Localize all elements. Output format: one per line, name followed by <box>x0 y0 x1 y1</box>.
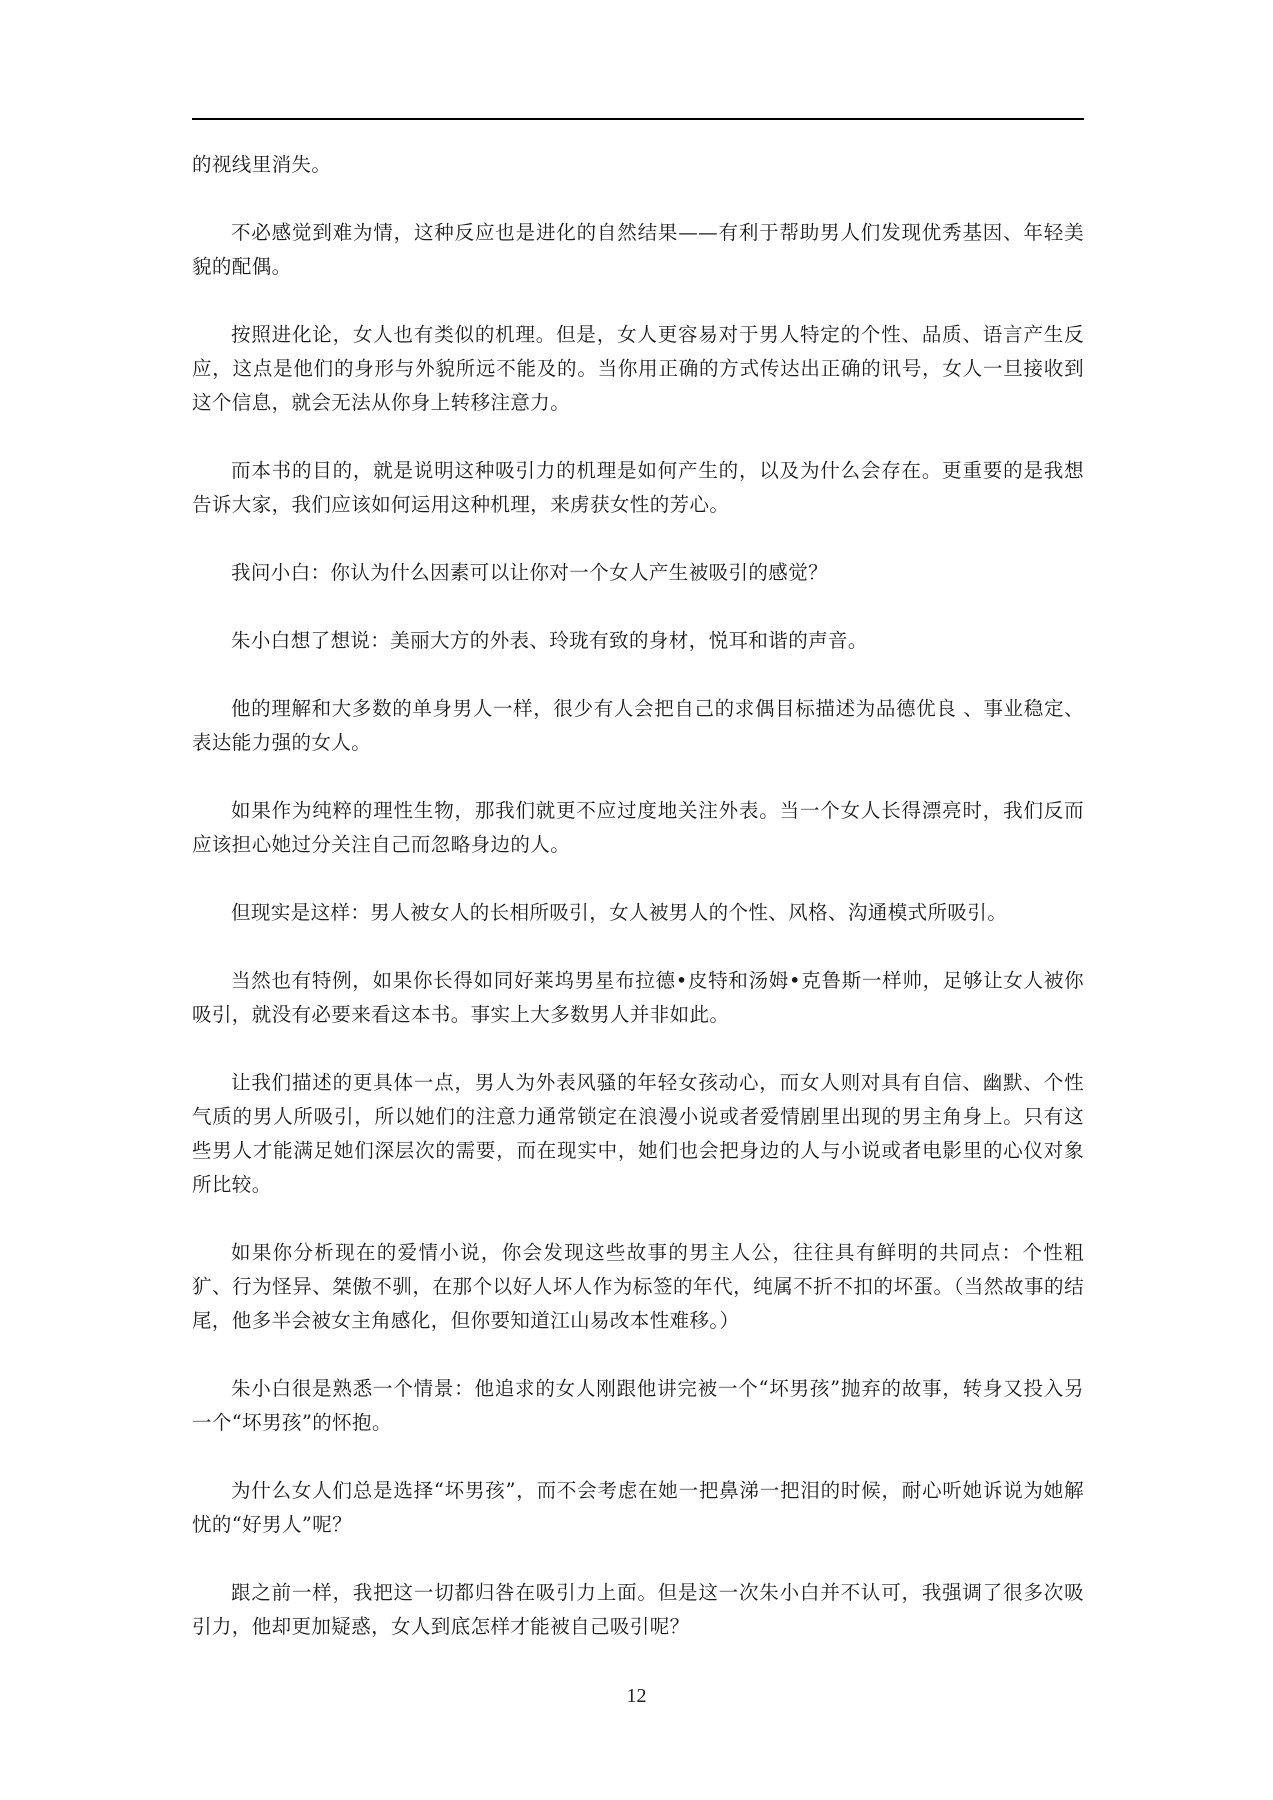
paragraph: 朱小白很是熟悉一个情景：他追求的女人刚跟他讲完被一个“坏男孩”抛弃的故事，转身又投入另一个“坏男孩”的怀抱。 <box>192 1377 1084 1434</box>
body-text <box>192 148 1084 1678</box>
paragraph: 而本书的目的，就是说明这种吸引力的机理是如何产生的，以及为什么会存在。更重要的是我想告诉大家，我们应该如何运用这种机理，来虏获女性的芳心。 <box>192 459 1084 516</box>
paragraph: 但现实是这样：男人被女人的长相所吸引，女人被男人的个性、风格、沟通模式所吸引。 <box>231 901 1008 924</box>
paragraph: 的视线里消失。 <box>192 153 332 176</box>
paragraph: 他的理解和大多数的单身男人一样，很少有人会把自己的求偶目标描述为品德优良 、事业稳定、表达能力强的女人。 <box>192 697 1084 754</box>
paragraph: 我问小白：你认为什么因素可以让你对一个女人产生被吸引的感觉？ <box>231 561 829 584</box>
paragraph: 为什么女人们总是选择“坏男孩”，而不会考虑在她一把鼻涕一把泪的时候，耐心听她诉说为她解忧的“好男人”呢？ <box>192 1479 1084 1536</box>
paragraph: 当然也有特例，如果你长得如同好莱坞男星布拉德•皮特和汤姆•克鲁斯一样帅，足够让女人被你吸引，就没有必要来看这本书。事实上大多数男人并非如此。 <box>192 969 1084 1026</box>
paragraph: 不必感觉到难为情，这种反应也是进化的自然结果——有利于帮助男人们发现优秀基因、年轻美貌的配偶。 <box>192 221 1084 278</box>
paragraph: 跟之前一样，我把这一切都归咎在吸引力上面。但是这一次朱小白并不认可，我强调了很多次吸引力，他却更加疑惑，女人到底怎样才能被自己吸引呢？ <box>192 1581 1084 1638</box>
header-rule <box>192 118 1084 120</box>
page-number: 12 <box>626 1685 647 1707</box>
paragraph: 按照进化论，女人也有类似的机理。但是，女人更容易对于男人特定的个性、品质、语言产生反应，这点是他们的身形与外貌所远不能及的。当你用正确的方式传达出正确的讯号，女人一旦接收到这个信息，就会无法从你身上转移注意力。 <box>192 323 1084 414</box>
paragraph: 朱小白想了想说：美丽大方的外表、玲珑有致的身材，悦耳和谐的声音。 <box>231 629 868 652</box>
paragraph: 如果你分析现在的爱情小说，你会发现这些故事的男主人公，往往具有鲜明的共同点：个性粗犷、行为怪异、桀傲不驯，在那个以好人坏人作为标签的年代，纯属不折不扣的坏蛋。（当然故事的结尾，他多半会被女主角感化，但你要知道江山易改本性难移。） <box>192 1241 1084 1332</box>
paragraph: 让我们描述的更具体一点，男人为外表风骚的年轻女孩动心，而女人则对具有自信、幽默、个性气质的男人所吸引，所以她们的注意力通常锁定在浪漫小说或者爱情剧里出现的男主角身上。只有这些男人才能满足她们深层次的需要，而在现实中，她们也会把身边的人与小说或者电影里的心仪对象所比较。 <box>192 1071 1084 1196</box>
paragraph: 如果作为纯粹的理性生物，那我们就更不应过度地关注外表。当一个女人长得漂亮时，我们反而应该担心她过分关注自己而忽略身边的人。 <box>192 799 1084 856</box>
